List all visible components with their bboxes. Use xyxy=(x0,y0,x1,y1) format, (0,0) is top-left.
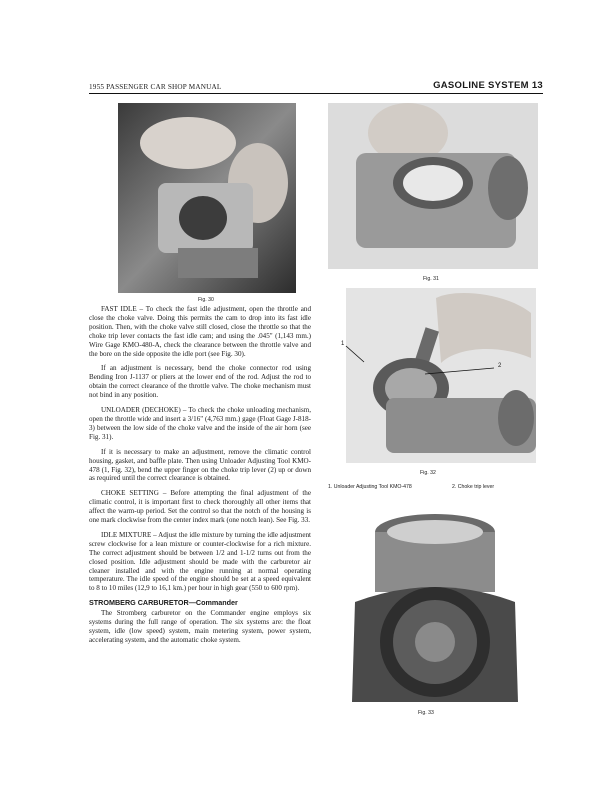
body-text-column xyxy=(89,305,311,651)
fig-32-callout-1: 1 xyxy=(341,341,345,347)
fig-31-photo xyxy=(328,103,538,269)
fig-33-photo xyxy=(340,502,530,707)
fig-32-legend-2: 2. Choke trip lever xyxy=(452,484,495,490)
stromberg-heading: STROMBERG CARBURETOR—Commander xyxy=(89,598,238,608)
choke-setting-paragraph: CHOKE SETTING – Before attempting the final adjustment of the climatic control, it is important first to check thoroughly all other items that affect the warm-up period. Set the control so that the notch of the housing is one mark clockwise from the center index mark (one notch lean). See Fig. 33. xyxy=(89,489,311,525)
fig-33-caption: Fig. 33 xyxy=(418,710,434,716)
adjustment-paragraph: If an adjustment is necessary, bend the choke connector rod using Bending Iron J-1137 or pliers at the lower end of the rod. Adjust the rod to obtain the correct clearance of the throttle valve. The choke mechanism must not bind in any position. xyxy=(89,364,311,400)
running-header-title: 1955 PASSENGER CAR SHOP MANUAL xyxy=(89,83,222,91)
running-header-section: GASOLINE SYSTEM 13 xyxy=(433,80,543,91)
fig-32-caption: Fig. 32 xyxy=(420,470,436,476)
fig-30-caption: Fig. 30 xyxy=(198,297,214,303)
fast-idle-paragraph: FAST IDLE – To check the fast idle adjustment, open the throttle and close the choke valve. Doing this permits the cam to drop into its fast idle position. Then, with the choke valve still closed, close the throttle so that the choke trip lever contacts the fast idle cam; and using the .045" (1,143 mm.) Wire Gage KMO-480-A, check the clearance between the throttle valve and the bore on the side opposite the idle port (see Fig. 30). xyxy=(89,305,311,358)
stromberg-paragraph: The Stromberg carburetor on the Commander engine employs six systems during the full range of operation. The six systems are: the float system, idle (low speed) system, main metering system, power system, accelerating system, and the automatic choke system. xyxy=(89,609,311,644)
fig-32-legend-1: 1. Unloader Adjusting Tool KMO-478 xyxy=(328,484,412,490)
header-rule xyxy=(89,93,543,94)
fig-31-caption: Fig. 31 xyxy=(423,276,439,282)
fig-32-leader-lines xyxy=(330,330,510,390)
unloader-adjustment-paragraph: If it is necessary to make an adjustment, remove the climatic control housing, gasket, and baffle plate. Then using Unloader Adjusting Tool KMO-478 (1, Fig. 32), bend the upper finger on the choke trip lever (2) up or down as required until the correct clearance is obtained. xyxy=(89,447,311,483)
unloader-paragraph: UNLOADER (DECHOKE) – To check the choke unloading mechanism, open the throttle wide and insert a 3/16" (4,763 mm.) gage (Float Gage J-818-3) between the low side of the choke valve and the inside of the air horn (see Fig. 31). xyxy=(89,406,311,441)
fig-32-callout-2: 2 xyxy=(498,363,502,369)
fig-30-photo xyxy=(118,103,296,293)
idle-mixture-paragraph: IDLE MIXTURE – Adjust the idle mixture by turning the idle adjustment screw clockwise for a lean mixture or counter-clockwise for a rich mixture. The correct adjustment should be between 1/2 and 1-1/2 turns out from the closed position. Idle adjustment should be made with the carburetor air cleaner installed and with the engine running at normal operating temperature. The idle speed of the engine should be set at a speed equivalent to 8 to 10 miles (12,9 to 16,1 km.) per hour in high gear (550 to 600 rpm). xyxy=(89,530,311,593)
